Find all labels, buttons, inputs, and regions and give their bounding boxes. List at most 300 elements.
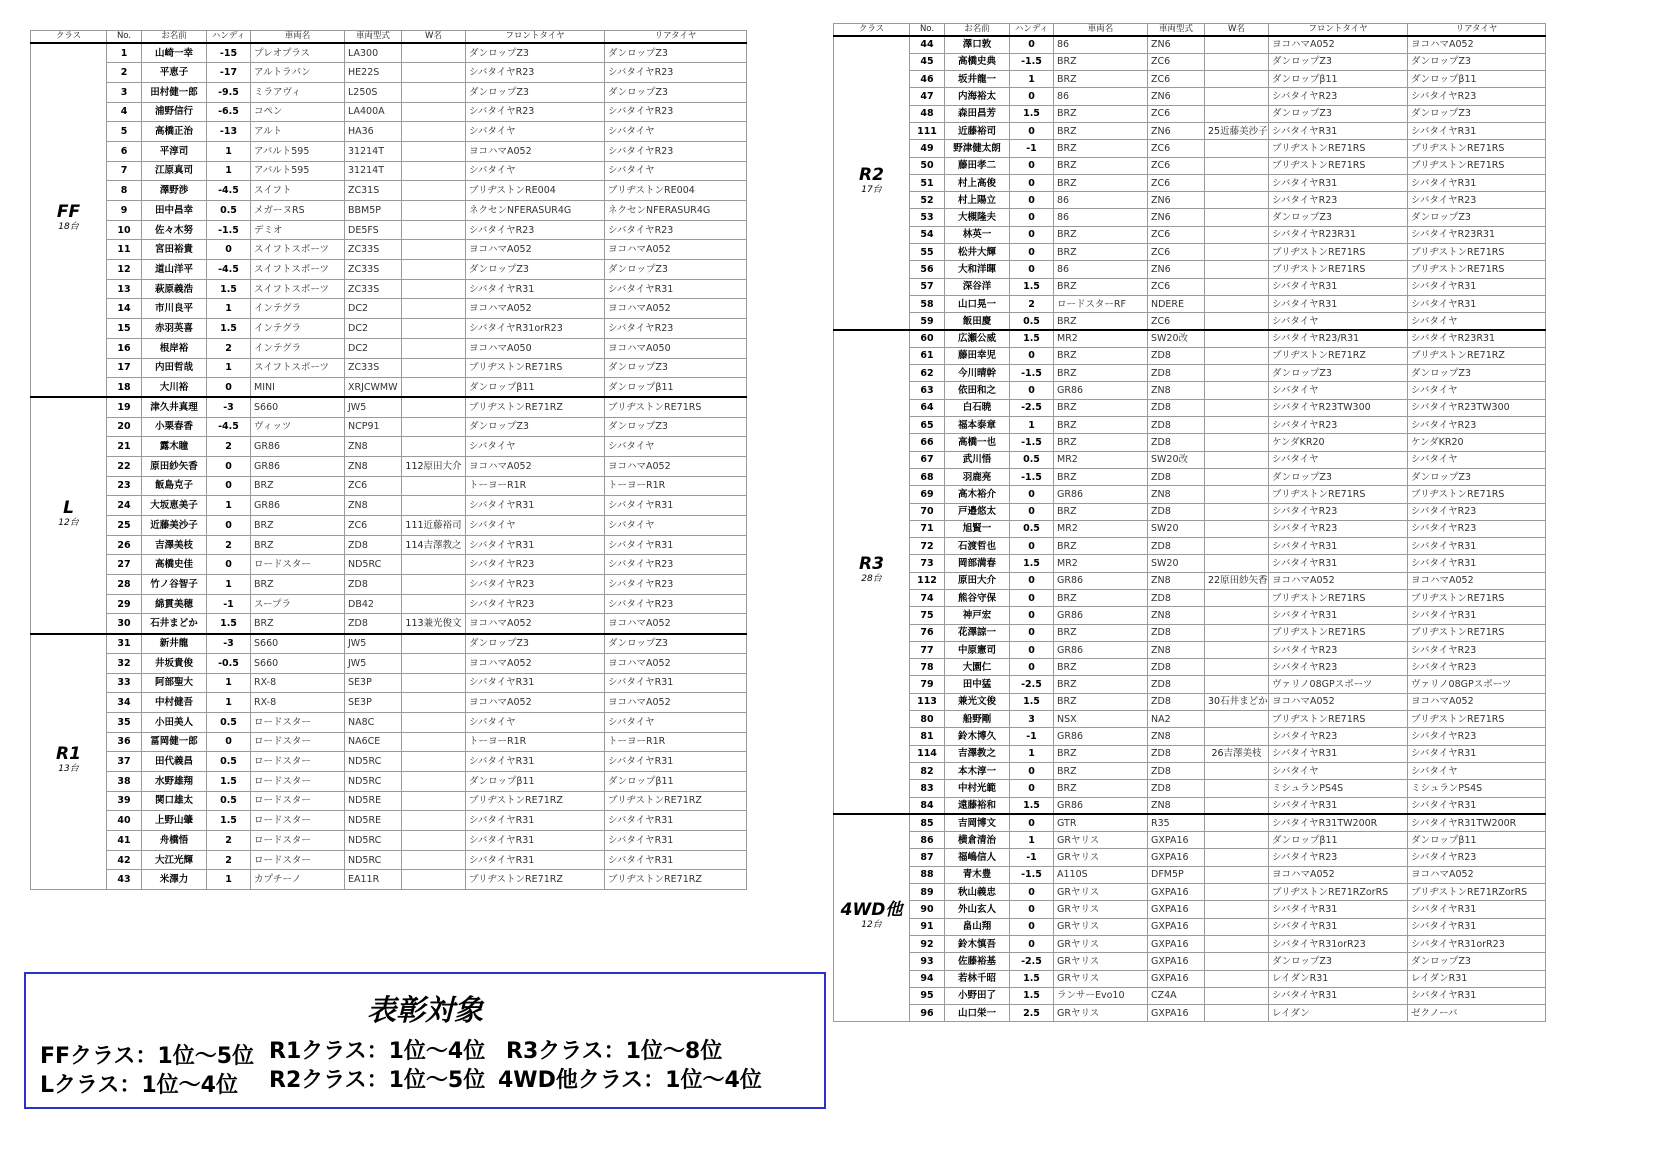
w-entry (402, 220, 466, 240)
table-row (834, 468, 1546, 485)
front-tire: トーヨーR1R (466, 476, 605, 496)
car-model: ZD8 (1148, 745, 1205, 762)
table-row (31, 378, 747, 398)
w-entry (402, 673, 466, 693)
car-model: LA300 (345, 43, 402, 63)
handicap: 0 (1010, 486, 1054, 503)
class-name: R2 (859, 165, 884, 186)
handicap: -2.5 (1010, 399, 1054, 416)
handicap: 2 (207, 831, 251, 851)
car-model: ZD8 (1148, 780, 1205, 797)
entry-number: 38 (107, 771, 142, 791)
rear-tire: シバタイヤR23 (605, 575, 747, 595)
front-tire: シバタイヤR23 (1269, 728, 1408, 745)
handicap: -2.5 (1010, 953, 1054, 970)
w-entry (402, 397, 466, 417)
front-tire: ミシュランPS4S (1269, 780, 1408, 797)
car-model: JW5 (345, 397, 402, 417)
handicap: 0 (1010, 918, 1054, 935)
table-row (31, 63, 747, 83)
handicap: 1.5 (1010, 278, 1054, 295)
rear-tire: シバタイヤR23 (605, 63, 747, 83)
rear-tire: シバタイヤR31 (1408, 555, 1546, 572)
entry-number: 3 (107, 82, 142, 102)
car-model: ZD8 (1148, 624, 1205, 641)
car-name: GRヤリス (1054, 849, 1148, 866)
table-row (31, 397, 747, 417)
w-entry (402, 870, 466, 890)
entry-number: 32 (107, 653, 142, 673)
table-row (31, 594, 747, 614)
car-name: A110S (1054, 866, 1148, 883)
handicap: -17 (207, 63, 251, 83)
rear-tire: シバタイヤR23 (1408, 728, 1546, 745)
front-tire: シバタイヤR23 (466, 594, 605, 614)
car-model: JW5 (345, 634, 402, 654)
entry-number: 34 (107, 693, 142, 713)
rear-tire: ヨコハマA052 (1408, 693, 1546, 710)
table-row (834, 659, 1546, 676)
column-header: 車両名 (251, 31, 345, 44)
w-entry (1205, 503, 1269, 520)
front-tire: ダンロップZ3 (1269, 105, 1408, 122)
handicap: 2.5 (1010, 1005, 1054, 1022)
table-row (31, 260, 747, 280)
w-entry (1205, 468, 1269, 485)
handicap: -1 (1010, 849, 1054, 866)
w-entry (1205, 417, 1269, 434)
car-name: BRZ (1054, 347, 1148, 364)
column-header: フロントタイヤ (466, 31, 605, 44)
header-row (834, 24, 1546, 37)
handicap: 0 (1010, 88, 1054, 105)
car-name: BRZ (1054, 244, 1148, 261)
driver-name: 中村光範 (945, 780, 1010, 797)
table-row (834, 417, 1546, 434)
car-name: GTR (1054, 814, 1148, 831)
driver-name: 内田哲哉 (142, 358, 207, 378)
car-model: ZD8 (1148, 417, 1205, 434)
driver-name: 高橋正治 (142, 122, 207, 142)
car-name: GR86 (1054, 382, 1148, 399)
table-row (834, 918, 1546, 935)
car-name: 86 (1054, 88, 1148, 105)
front-tire: ヨコハマA052 (1269, 36, 1408, 53)
car-name: BRZ (251, 575, 345, 595)
car-name: BRZ (1054, 468, 1148, 485)
table-row (31, 240, 747, 260)
car-model: ZC33S (345, 279, 402, 299)
class-name: R1 (56, 743, 81, 764)
handicap: 1 (207, 141, 251, 161)
handicap: 0 (1010, 659, 1054, 676)
w-entry (1205, 1005, 1269, 1022)
handicap: 0.5 (1010, 520, 1054, 537)
rear-tire: ブリヂストンRE71RS (1408, 140, 1546, 157)
rear-tire: シバタイヤR31 (605, 850, 747, 870)
entry-number: 76 (910, 624, 945, 641)
car-model: BBM5P (345, 201, 402, 221)
table-row (834, 1005, 1546, 1022)
car-model: ZC6 (1148, 71, 1205, 88)
award-title: 表彰対象 (366, 993, 483, 1027)
rear-tire: ダンロップZ3 (605, 417, 747, 437)
table-row (834, 382, 1546, 399)
car-model: ZD8 (345, 535, 402, 555)
rear-tire: ダンロップZ3 (1408, 468, 1546, 485)
table-row (31, 634, 747, 654)
rear-tire: ブリヂストンRE71RZ (605, 791, 747, 811)
table-row (834, 607, 1546, 624)
w-entry (1205, 53, 1269, 70)
front-tire: シバタイヤR31 (466, 811, 605, 831)
column-header: ハンディ (207, 31, 251, 44)
front-tire: シバタイヤR31 (466, 673, 605, 693)
w-entry (402, 693, 466, 713)
rear-tire: シバタイヤR31 (1408, 797, 1546, 814)
column-header: 車両型式 (345, 31, 402, 44)
entry-number: 41 (107, 831, 142, 851)
rear-tire: ダンロップZ3 (605, 82, 747, 102)
car-name: S660 (251, 397, 345, 417)
handicap: 0 (1010, 192, 1054, 209)
column-header: クラス (834, 24, 910, 37)
class-cell (31, 43, 107, 397)
car-model: 31214T (345, 161, 402, 181)
rear-tire: ブリヂストンRE71RS (1408, 157, 1546, 174)
front-tire: シバタイヤR31 (466, 279, 605, 299)
column-header: クラス (31, 31, 107, 44)
driver-name: 水野雄翔 (142, 771, 207, 791)
front-tire: ヨコハマA052 (466, 240, 605, 260)
driver-name: 鈴木博久 (945, 728, 1010, 745)
driver-name: 米澤力 (142, 870, 207, 890)
driver-name: 石井まどか (142, 614, 207, 634)
entry-number: 52 (910, 192, 945, 209)
car-name: GRヤリス (1054, 935, 1148, 952)
handicap: 1 (207, 299, 251, 319)
rear-tire: シバタイヤR31 (1408, 538, 1546, 555)
table-row (31, 535, 747, 555)
handicap: 1.5 (1010, 555, 1054, 572)
car-model: 31214T (345, 141, 402, 161)
w-entry (1205, 676, 1269, 693)
rear-tire: ブリヂストンRE71RS (1408, 624, 1546, 641)
car-name: GRヤリス (1054, 970, 1148, 987)
entry-number: 86 (910, 832, 945, 849)
car-model: ZD8 (1148, 659, 1205, 676)
w-entry (1205, 226, 1269, 243)
car-model: GXPA16 (1148, 884, 1205, 901)
w-entry (402, 634, 466, 654)
front-tire: シバタイヤR31 (1269, 987, 1408, 1004)
table-row (834, 313, 1546, 330)
car-name: GR86 (1054, 572, 1148, 589)
driver-name: 田中猛 (945, 676, 1010, 693)
front-tire: シバタイヤR31 (1269, 745, 1408, 762)
driver-name: 市川良平 (142, 299, 207, 319)
driver-name: 近藤裕司 (945, 122, 1010, 139)
car-name: ロードスター (251, 752, 345, 772)
entry-number: 24 (107, 496, 142, 516)
rear-tire: ダンロップZ3 (605, 260, 747, 280)
handicap: 0 (1010, 780, 1054, 797)
front-tire: トーヨーR1R (466, 732, 605, 752)
handicap: 2 (1010, 295, 1054, 312)
table-row (31, 771, 747, 791)
car-name: BRZ (1054, 780, 1148, 797)
table-row (834, 244, 1546, 261)
entry-number: 4 (107, 102, 142, 122)
front-tire: シバタイヤ (466, 516, 605, 536)
rear-tire: シバタイヤR31orR23 (1408, 935, 1546, 952)
handicap: 0.5 (1010, 313, 1054, 330)
car-model: ZC6 (1148, 313, 1205, 330)
rear-tire: シバタイヤR31 (1408, 607, 1546, 624)
front-tire: ブリヂストンRE004 (466, 181, 605, 201)
handicap: -4.5 (207, 181, 251, 201)
entry-number: 14 (107, 299, 142, 319)
rear-tire: シバタイヤR31 (605, 831, 747, 851)
car-name: スイフトスポーツ (251, 240, 345, 260)
front-tire: ブリヂストンRE71RS (466, 358, 605, 378)
table-row (834, 676, 1546, 693)
car-model: ZN8 (1148, 486, 1205, 503)
driver-name: 坂井龍一 (945, 71, 1010, 88)
car-model: ZD8 (1148, 590, 1205, 607)
driver-name: 田中昌幸 (142, 201, 207, 221)
driver-name: 内海裕太 (945, 88, 1010, 105)
entry-number: 62 (910, 365, 945, 382)
rear-tire: シバタイヤR31 (1408, 295, 1546, 312)
table-row (31, 496, 747, 516)
award-box (24, 972, 826, 1109)
front-tire: シバタイヤR31orR23 (1269, 935, 1408, 952)
table-row (31, 732, 747, 752)
car-model: ZN8 (1148, 382, 1205, 399)
entry-number: 28 (107, 575, 142, 595)
w-entry (402, 240, 466, 260)
w-entry: 113兼光俊文 (402, 614, 466, 634)
front-tire: ブリヂストンRE71RZ (466, 791, 605, 811)
driver-name: 阿部聖大 (142, 673, 207, 693)
handicap: 2 (207, 338, 251, 358)
class-count: 12台 (58, 517, 79, 528)
car-name: BRZ (1054, 140, 1148, 157)
car-model: NA2 (1148, 711, 1205, 728)
car-name: MR2 (1054, 330, 1148, 347)
car-name: 86 (1054, 36, 1148, 53)
rear-tire: レイダンR31 (1408, 970, 1546, 987)
table-row (834, 884, 1546, 901)
car-model: ND5RC (345, 555, 402, 575)
w-entry (402, 771, 466, 791)
handicap: 1.5 (207, 771, 251, 791)
driver-name: 新井龍 (142, 634, 207, 654)
car-name: GR86 (251, 496, 345, 516)
car-name: アルトラパン (251, 63, 345, 83)
handicap: 1.5 (1010, 330, 1054, 347)
car-model: ZN6 (1148, 209, 1205, 226)
front-tire: ブリヂストンRE71RS (1269, 140, 1408, 157)
car-model: ZD8 (1148, 399, 1205, 416)
w-entry (402, 63, 466, 83)
table-row (834, 693, 1546, 710)
driver-name: 高橋史典 (945, 53, 1010, 70)
entry-number: 77 (910, 641, 945, 658)
front-tire: ブリヂストンRE71RS (1269, 261, 1408, 278)
car-model: ZN8 (1148, 641, 1205, 658)
right-entry-body (834, 36, 1546, 1022)
car-name: ミラアヴィ (251, 82, 345, 102)
driver-name: 船野剛 (945, 711, 1010, 728)
w-entry (402, 752, 466, 772)
front-tire: シバタイヤR31TW200R (1269, 814, 1408, 831)
front-tire: シバタイヤR23 (466, 220, 605, 240)
car-name: ランサーEvo10 (1054, 987, 1148, 1004)
w-entry (1205, 987, 1269, 1004)
handicap: -1 (1010, 140, 1054, 157)
entry-number: 89 (910, 884, 945, 901)
car-model: HA36 (345, 122, 402, 142)
rear-tire: ダンロップβ11 (605, 771, 747, 791)
car-name: コペン (251, 102, 345, 122)
front-tire: ヨコハマA052 (466, 614, 605, 634)
car-name: BRZ (1054, 365, 1148, 382)
w-entry (1205, 884, 1269, 901)
front-tire: ヨコハマA052 (466, 141, 605, 161)
entry-number: 64 (910, 399, 945, 416)
car-model: ZN6 (1148, 261, 1205, 278)
handicap: 0 (207, 456, 251, 476)
rear-tire: ヨコハマA052 (605, 240, 747, 260)
table-row (31, 358, 747, 378)
entry-number: 23 (107, 476, 142, 496)
w-entry (1205, 88, 1269, 105)
table-row (834, 347, 1546, 364)
rear-tire: シバタイヤR31TW200R (1408, 814, 1546, 831)
handicap: 1 (207, 673, 251, 693)
table-row (834, 762, 1546, 779)
car-model: ZD8 (1148, 365, 1205, 382)
rear-tire: シバタイヤR31 (1408, 901, 1546, 918)
car-name: BRZ (1054, 624, 1148, 641)
front-tire: シバタイヤR31 (1269, 122, 1408, 139)
rear-tire: ブリヂストンRE71RS (1408, 711, 1546, 728)
w-entry (402, 496, 466, 516)
car-model: XRJCWMW (345, 378, 402, 398)
class-cell (834, 330, 910, 814)
driver-name: 上野山肇 (142, 811, 207, 831)
w-entry: 22原田紗矢香 (1205, 572, 1269, 589)
entry-number: 75 (910, 607, 945, 624)
driver-name: 大江光輝 (142, 850, 207, 870)
handicap: 0 (1010, 382, 1054, 399)
car-name: GRヤリス (1054, 884, 1148, 901)
front-tire: シバタイヤR31 (466, 850, 605, 870)
w-entry (402, 850, 466, 870)
rear-tire: シバタイヤR31 (1408, 174, 1546, 191)
class-count: 18台 (58, 222, 79, 233)
car-name: BRZ (1054, 105, 1148, 122)
rear-tire: ヨコハマA052 (605, 456, 747, 476)
car-model: DC2 (345, 338, 402, 358)
table-row (31, 122, 747, 142)
rear-tire: シバタイヤR31 (1408, 122, 1546, 139)
car-model: ND5RE (345, 791, 402, 811)
car-model: ZC6 (345, 516, 402, 536)
driver-name: 飯田慶 (945, 313, 1010, 330)
entry-number: 13 (107, 279, 142, 299)
entry-number: 42 (107, 850, 142, 870)
car-model: ZC6 (1148, 53, 1205, 70)
driver-name: 高橋史佳 (142, 555, 207, 575)
entry-number: 95 (910, 987, 945, 1004)
front-tire: シバタイヤR23 (466, 102, 605, 122)
front-tire: ダンロップβ11 (466, 378, 605, 398)
handicap: 0.5 (207, 201, 251, 221)
car-name: BRZ (251, 516, 345, 536)
car-model: ND5RC (345, 771, 402, 791)
front-tire: ブリヂストンRE71RS (1269, 157, 1408, 174)
handicap: 0 (1010, 122, 1054, 139)
rear-tire: ダンロップZ3 (605, 634, 747, 654)
w-entry (1205, 434, 1269, 451)
front-tire: シバタイヤR23/R31 (1269, 330, 1408, 347)
handicap: 1 (207, 161, 251, 181)
handicap: 0 (1010, 884, 1054, 901)
car-name: GR86 (1054, 641, 1148, 658)
entry-number: 47 (910, 88, 945, 105)
car-name: BRZ (1054, 71, 1148, 88)
front-tire: シバタイヤR31 (1269, 555, 1408, 572)
handicap: -1.5 (1010, 53, 1054, 70)
handicap: -1.5 (1010, 434, 1054, 451)
entry-number: 94 (910, 970, 945, 987)
driver-name: 綿貫美穂 (142, 594, 207, 614)
table-row (834, 105, 1546, 122)
front-tire: シバタイヤR31 (1269, 538, 1408, 555)
award-r1: R1クラス：1位～4位 (269, 1039, 486, 1064)
rear-tire: ダンロップZ3 (605, 358, 747, 378)
car-name: ロードスター (251, 732, 345, 752)
car-name: インテグラ (251, 338, 345, 358)
table-row (834, 780, 1546, 797)
driver-name: 津久井真理 (142, 397, 207, 417)
car-model: ZC6 (1148, 157, 1205, 174)
rear-tire: ケンダKR20 (1408, 434, 1546, 451)
handicap: 1.5 (207, 319, 251, 339)
handicap: 2 (207, 850, 251, 870)
w-entry: 111近藤裕司 (402, 516, 466, 536)
car-model: ZC6 (345, 476, 402, 496)
table-row (834, 486, 1546, 503)
rear-tire: シバタイヤR23 (1408, 641, 1546, 658)
table-row (31, 831, 747, 851)
car-model: GXPA16 (1148, 901, 1205, 918)
front-tire: ダンロップZ3 (466, 82, 605, 102)
driver-name: 吉澤教之 (945, 745, 1010, 762)
w-entry (1205, 174, 1269, 191)
table-row (31, 673, 747, 693)
car-name: 86 (1054, 209, 1148, 226)
car-model: ZN8 (345, 437, 402, 457)
car-name: スイフト (251, 181, 345, 201)
entry-number: 22 (107, 456, 142, 476)
entry-number: 53 (910, 209, 945, 226)
front-tire: ブリヂストンRE71RS (1269, 486, 1408, 503)
table-row (31, 417, 747, 437)
